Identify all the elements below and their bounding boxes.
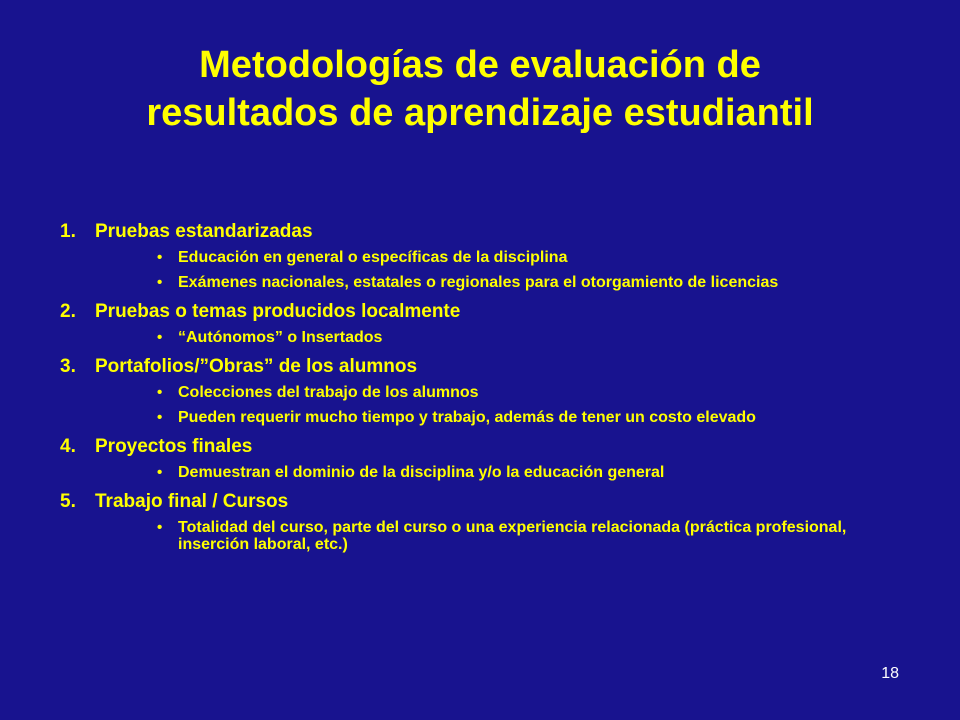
sub-item-text: Colecciones del trabajo de los alumnos	[178, 384, 479, 401]
item-label: Proyectos finales	[95, 436, 253, 457]
sub-list	[60, 249, 910, 291]
slide-title-line-2: resultados de aprendizaje estudiantil	[146, 92, 814, 134]
sub-item-text: Exámenes nacionales, estatales o regionales para el otorgamiento de licencias	[178, 274, 779, 291]
sub-item	[60, 464, 878, 481]
item-label: Trabajo final / Cursos	[95, 491, 289, 512]
sub-list	[60, 519, 910, 553]
list-item-5	[60, 489, 910, 553]
sub-item-text: Totalidad del curso, parte del curso o una experiencia relacionada (práctica profesional, inserción laboral, etc.)	[178, 519, 847, 553]
sub-list	[60, 384, 910, 426]
sub-item	[60, 249, 878, 266]
item-number: 1.	[60, 221, 76, 242]
item-number: 4.	[60, 436, 76, 457]
sub-item-text: Pueden requerir mucho tiempo y trabajo, además de tener un costo elevado	[178, 409, 756, 426]
list-item-3	[60, 354, 910, 426]
sub-item	[60, 409, 878, 426]
sub-item	[60, 519, 878, 553]
item-number: 5.	[60, 491, 76, 512]
sub-item-text: “Autónomos” o Insertados	[178, 329, 383, 346]
list-item-2	[60, 299, 910, 346]
bullet-icon: •	[157, 274, 163, 291]
sub-list	[60, 464, 910, 481]
bullet-icon: •	[157, 249, 163, 266]
sub-item	[60, 329, 878, 346]
item-label: Portafolios/”Obras” de los alumnos	[95, 356, 418, 377]
item-heading	[60, 354, 910, 379]
bullet-icon: •	[157, 464, 163, 481]
bullet-icon: •	[157, 384, 163, 401]
item-number: 2.	[60, 301, 76, 322]
sub-item-text: Demuestran el dominio de la disciplina y/o la educación general	[178, 464, 665, 481]
content-list	[60, 219, 910, 561]
slide-title	[60, 41, 900, 137]
sub-list	[60, 329, 910, 346]
bullet-icon: •	[157, 329, 163, 346]
item-heading	[60, 299, 910, 324]
bullet-icon: •	[157, 519, 163, 536]
sub-item	[60, 274, 878, 291]
sub-item-text: Educación en general o específicas de la disciplina	[178, 249, 568, 266]
slide-title-line-1: Metodologías de evaluación de	[199, 44, 761, 86]
page-number: 18	[881, 665, 899, 682]
item-heading	[60, 434, 910, 459]
item-heading	[60, 219, 910, 244]
list-item-4	[60, 434, 910, 481]
item-heading	[60, 489, 910, 514]
item-number: 3.	[60, 356, 76, 377]
bullet-icon: •	[157, 409, 163, 426]
item-label: Pruebas o temas producidos localmente	[95, 301, 461, 322]
sub-item	[60, 384, 878, 401]
item-label: Pruebas estandarizadas	[95, 221, 313, 242]
list-item-1	[60, 219, 910, 291]
